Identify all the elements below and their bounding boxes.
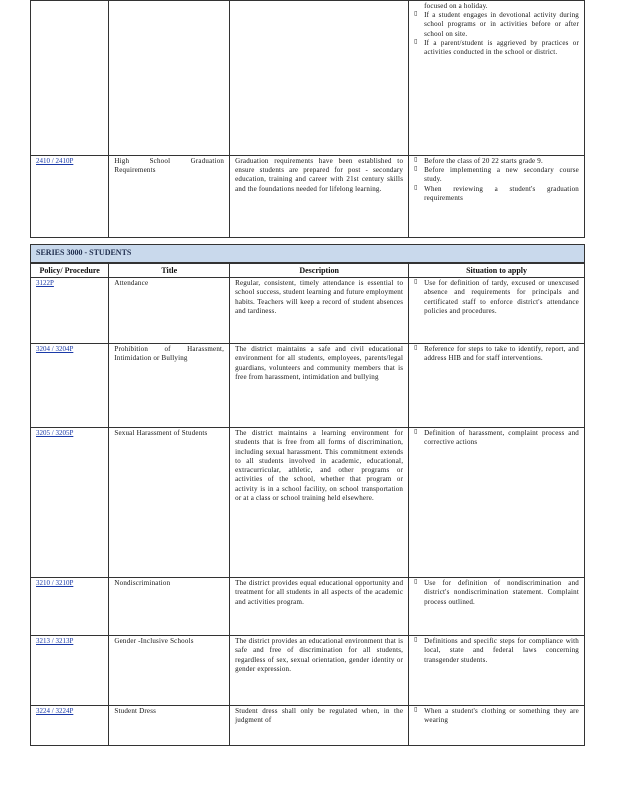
policy-cell <box>31 636 109 706</box>
policy-link[interactable]: 2410 / 2410P <box>36 157 74 165</box>
title-cell: Prohibition of Harassment, Intimidation or Bullying <box>109 344 230 428</box>
policy-cell <box>31 1 109 156</box>
policy-link[interactable]: 3210 / 3210P <box>36 579 74 588</box>
situation-item: ▯ If a parent/student is aggrieved by practices or activities conducted in the school or district. <box>414 39 579 57</box>
table-row <box>31 636 585 706</box>
situation-cell <box>409 344 585 428</box>
situation-item: ▯ Definitions and specific steps for compliance with local, state and federal laws concerning transgender students. <box>414 637 579 665</box>
policy-link[interactable]: 3122P <box>36 279 54 288</box>
situation-item: ▯ When a student's clothing or something they are wearing <box>414 707 579 725</box>
series-3000-table <box>30 244 585 746</box>
description-cell: The district maintains a safe and civil educational environment for all students, employees, parents/legal guardians, volunteers and community members that is free from harassment, intimidation and bullying <box>230 344 409 428</box>
title-cell: Gender -Inclusive Schools <box>109 636 230 706</box>
situation-item: ▯ When reviewing a student's graduation requirements <box>414 185 579 203</box>
table-row <box>31 1 585 156</box>
situation-cell <box>409 428 585 578</box>
title-cell: High School Graduation Requirements <box>109 156 230 238</box>
policy-cell <box>31 428 109 578</box>
header-title: Title <box>109 263 230 278</box>
title-cell: Student Dress <box>109 706 230 746</box>
description-cell: The district maintains a learning environment for students that is free from all forms of discrimination, including sexual harassment. This commitment extends to all students involved in academic, educational, extracurricular, athletic, and other programs or activities of the school, whether that program or activity is in a school facility, on school transportation or at a class or school training held elsewhere. <box>230 428 409 578</box>
table-row <box>31 706 585 746</box>
policy-cell <box>31 706 109 746</box>
policy-cell <box>31 578 109 636</box>
situation-item: ▯ Before the class of 20 22 starts grade 9. <box>414 157 579 166</box>
situation-cell <box>409 156 585 238</box>
policy-cell <box>31 278 109 344</box>
series-title: SERIES 3000 - STUDENTS <box>31 245 585 263</box>
title-cell: Sexual Harassment of Students <box>109 428 230 578</box>
title-cell: Attendance <box>109 278 230 344</box>
situation-cell <box>409 636 585 706</box>
table-row <box>31 344 585 428</box>
situation-item: focused on a holiday. <box>424 2 488 10</box>
table-row <box>31 578 585 636</box>
table-row <box>31 278 585 344</box>
policy-cell <box>31 344 109 428</box>
situation-item: ▯ Definition of harassment, complaint process and corrective actions <box>414 429 579 447</box>
situation-item: ▯ Reference for steps to take to identify, report, and address HIB and for staff interventions. <box>414 345 579 363</box>
header-description: Description <box>230 263 409 278</box>
situation-cell <box>409 578 585 636</box>
policy-cell <box>31 156 109 238</box>
description-cell: The district provides equal educational opportunity and treatment for all students in all aspects of the academic and activities program. <box>230 578 409 636</box>
situation-item: ▯ Use for definition of tardy, excused or unexcused absence and requirements for principals and certificated staff to enforce district's attendance policies and procedures. <box>414 279 579 316</box>
column-header-row <box>31 263 585 278</box>
description-cell: Graduation requirements have been established to ensure students are prepared for post - secondary education, training and career with 21st century skills and the foundations needed for lifelong learning. <box>230 156 409 238</box>
description-cell <box>230 1 409 156</box>
situation-item: ▯ If a student engages in devotional activity during school programs or in activities before or after school on site. <box>414 11 579 39</box>
situation-item: ▯ Before implementing a new secondary course study. <box>414 166 579 184</box>
series-header-row <box>31 245 585 263</box>
policy-link[interactable]: 3205 / 3205P <box>36 429 74 438</box>
policy-link[interactable]: 3213 / 3213P <box>36 637 74 646</box>
situation-item: ▯ Use for definition of nondiscrimination and district's nondiscrimination statement. Complaint process outlined. <box>414 579 579 607</box>
title-cell <box>109 1 230 156</box>
policy-table-continued <box>30 0 585 238</box>
table-row <box>31 428 585 578</box>
situation-cell <box>409 1 585 156</box>
policy-link[interactable]: 3224 / 3224P <box>36 707 74 716</box>
header-policy: Policy/ Procedure <box>31 263 109 278</box>
situation-cell <box>409 278 585 344</box>
title-cell: Nondiscrimination <box>109 578 230 636</box>
situation-cell <box>409 706 585 746</box>
header-situation: Situation to apply <box>409 263 585 278</box>
policy-link[interactable]: 3204 / 3204P <box>36 345 74 354</box>
description-cell: Student dress shall only be regulated when, in the judgment of <box>230 706 409 746</box>
table-row <box>31 156 585 238</box>
description-cell: The district provides an educational environment that is safe and free of discrimination for all students, regardless of sex, sexual orientation, gender identity or gender expression. <box>230 636 409 706</box>
description-cell: Regular, consistent, timely attendance is essential to school success, student learning and future employment habits. Teachers will keep a record of student absences and tardiness. <box>230 278 409 344</box>
